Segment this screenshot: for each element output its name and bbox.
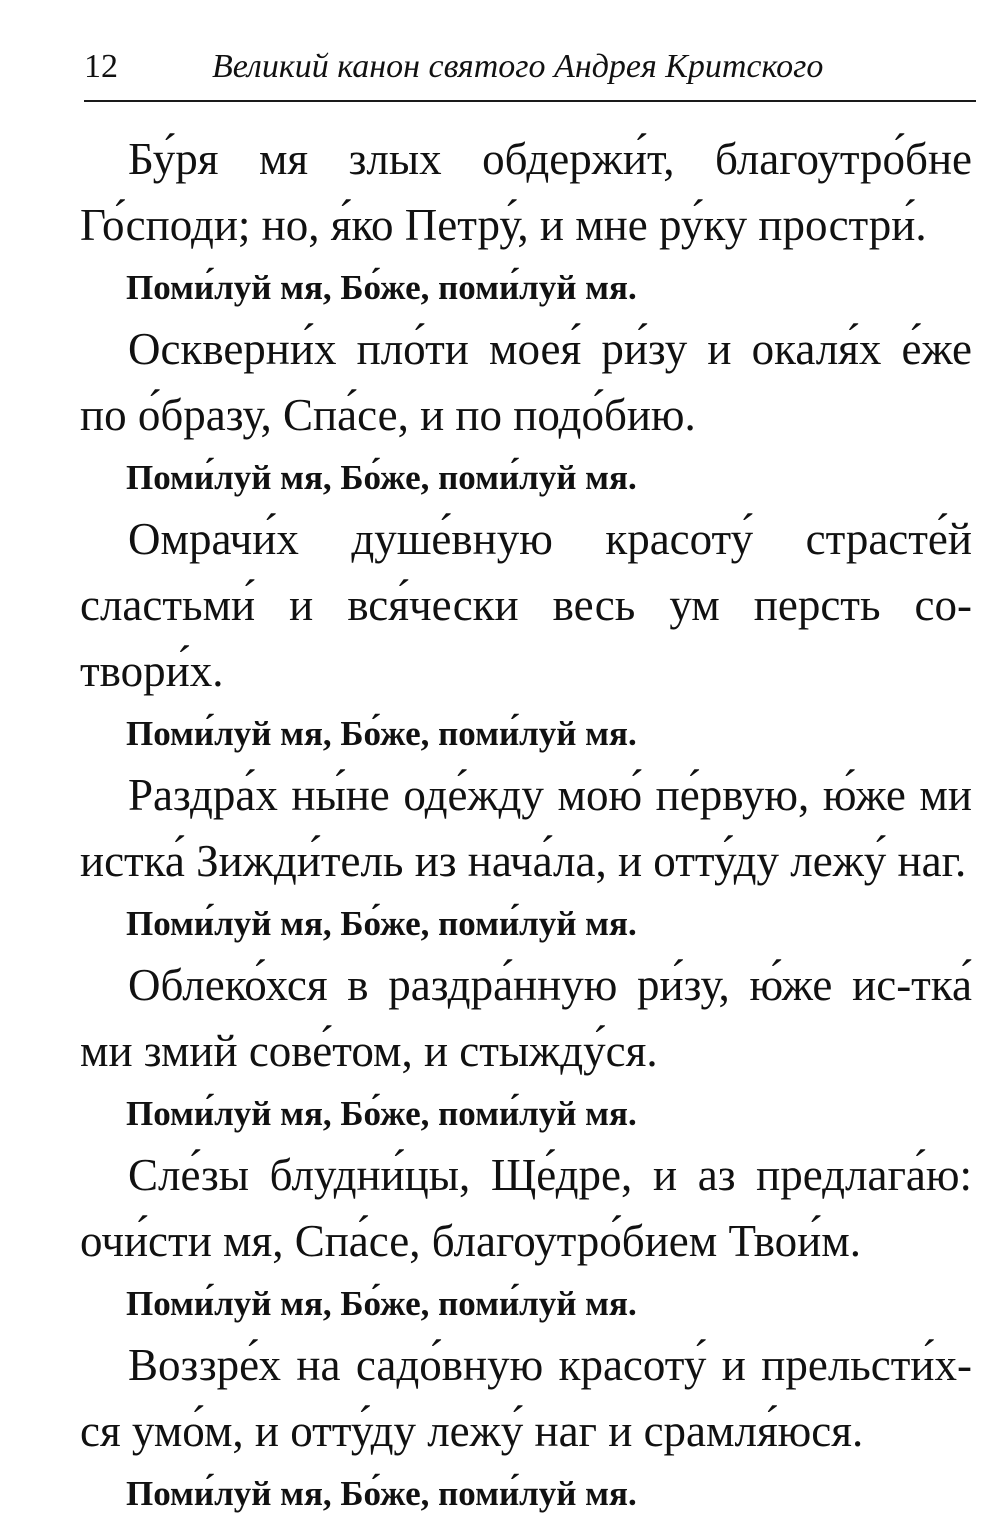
running-title: Великий канон святого Андрея Критского — [212, 48, 824, 85]
refrain-5: Поми́луй мя, Бо́же, поми́луй мя. — [126, 1094, 637, 1133]
refrain-2: Поми́луй мя, Бо́же, поми́луй мя. — [126, 458, 637, 497]
page-number: 12 — [84, 48, 118, 85]
refrain-6: Поми́луй мя, Бо́же, поми́луй мя. — [126, 1284, 637, 1323]
canon-text — [80, 126, 972, 1522]
refrain-7: Поми́луй мя, Бо́же, поми́луй мя. — [126, 1474, 637, 1513]
verse-1: Бу́ря мя злых обдержи́т, благоутро́бне Го́споди; но, я́ко Петру́, и мне ру́ку простри́. — [80, 134, 972, 250]
verse-7: Воззре́х на садо́вную красоту́ и прельсти́х-ся умо́м, и отту́ду лежу́ наг и срамля́юся. — [80, 1340, 972, 1456]
refrain-1: Поми́луй мя, Бо́же, поми́луй мя. — [126, 268, 637, 307]
verse-5: Облеко́хся в раздра́нную ри́зу, ю́же ис-тка́ ми змий сове́том, и стыжду́ся. — [80, 960, 972, 1076]
verse-3: Омрачи́х душе́вную красоту́ страсте́й сластьми́ и вся́чески весь ум персть со-твори́х. — [80, 514, 972, 696]
page-header — [84, 42, 976, 102]
refrain-3: Поми́луй мя, Бо́же, поми́луй мя. — [126, 714, 637, 753]
verse-2: Оскверни́х пло́ти моея́ ри́зу и окаля́х е́же по о́бразу, Спа́се, и по подо́бию. — [80, 324, 972, 440]
verse-6: Сле́зы блудни́цы, Ще́дре, и аз предлага́ю: очи́сти мя, Спа́се, благоутро́бием Твои́м. — [80, 1150, 972, 1266]
verse-4: Раздра́х ны́не оде́жду мою́ пе́рвую, ю́же ми истка́ Зижди́тель из нача́ла, и отту́ду лежу́ наг. — [80, 770, 972, 886]
refrain-4: Поми́луй мя, Бо́же, поми́луй мя. — [126, 904, 637, 943]
